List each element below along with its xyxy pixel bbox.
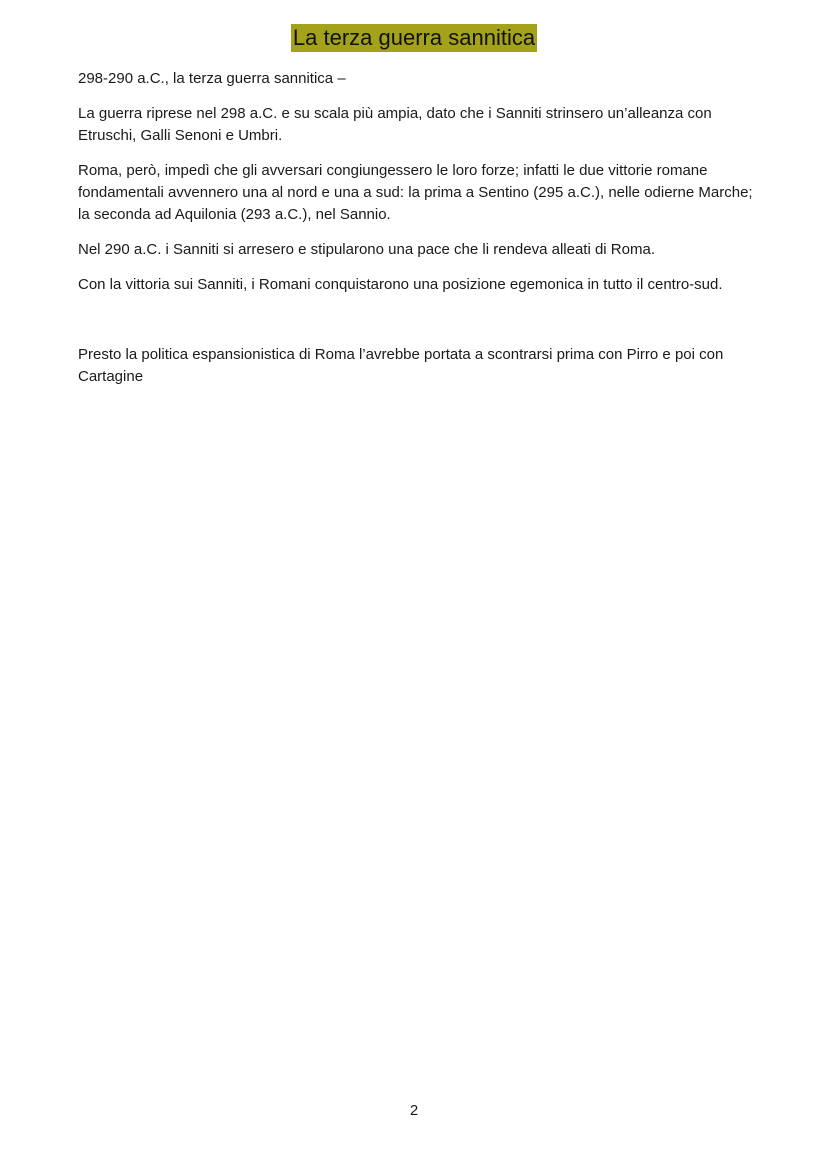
paragraph-expansion: Presto la politica espansionistica di Roma l’avrebbe portata a scontrarsi prima con Pirro e poi con Cartagine (78, 346, 724, 385)
page-number: 2 (409, 1102, 419, 1119)
title-container (0, 24, 828, 52)
paragraph-peace: Nel 290 a.C. i Sanniti si arresero e stipularono una pace che li rendeva alleati di Roma. (78, 241, 655, 258)
paragraph-dates: 298-290 a.C., la terza guerra sannitica – (78, 70, 346, 87)
paragraph-roman-victories: Roma, però, impedì che gli avversari congiungessero le loro forze; infatti le due vittorie romane fondamentali avvennero una al nord e una a sud: la prima a Sentino (295 a.C.), nelle odierne Marche; la seconda ad Aquilonia (293 a.C.), nel Sannio. (78, 162, 753, 223)
paragraph-war-resumed: La guerra riprese nel 298 a.C. e su scala più ampia, dato che i Sanniti strinsero un’alleanza con Etruschi, Galli Senoni e Umbri. (78, 105, 712, 144)
document-body (78, 68, 758, 401)
paragraph-hegemony: Con la vittoria sui Sanniti, i Romani conquistarono una posizione egemonica in tutto il centro-sud. (78, 276, 723, 293)
page-title: La terza guerra sannitica (292, 25, 536, 50)
